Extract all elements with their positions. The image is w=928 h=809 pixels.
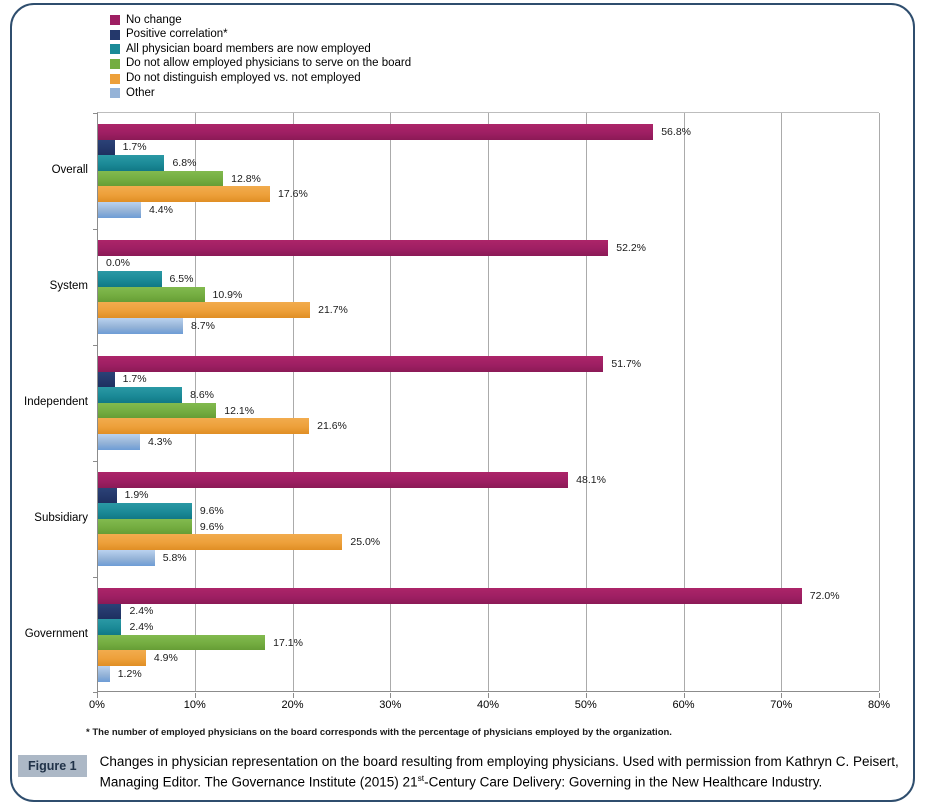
y-axis-tick — [93, 229, 98, 230]
bar — [98, 372, 115, 388]
x-axis-tick — [390, 693, 391, 698]
x-axis-label: 0% — [89, 699, 105, 711]
x-axis-tick — [293, 693, 294, 698]
legend-swatch-icon — [110, 59, 120, 69]
bar — [98, 240, 608, 256]
gridline — [586, 113, 587, 691]
bar — [98, 604, 121, 620]
bar — [98, 619, 121, 635]
category-label: Subsidiary — [34, 512, 88, 524]
bar-value-label: 1.7% — [122, 373, 147, 386]
bar-value-label: 10.9% — [212, 288, 243, 301]
legend-label: Do not distinguish employed vs. not employed — [126, 71, 361, 84]
bar — [98, 318, 183, 334]
legend-item — [110, 28, 411, 43]
bar-value-label: 17.6% — [278, 187, 308, 200]
legend-swatch-icon — [110, 44, 120, 54]
chart-legend — [110, 13, 411, 101]
bar — [98, 271, 162, 287]
x-axis-tick — [879, 693, 880, 698]
bar-value-label: 1.2% — [117, 667, 142, 680]
y-axis-tick — [93, 577, 98, 578]
footnote: * The number of employed physicians on the board corresponds with the percentage of physicians employed by the organization. — [86, 727, 672, 738]
legend-swatch-icon — [110, 15, 120, 25]
bar — [98, 287, 205, 303]
gridline — [488, 113, 489, 691]
legend-swatch-icon — [110, 30, 120, 40]
figure-caption — [18, 752, 910, 792]
legend-item — [110, 86, 411, 101]
gridline — [684, 113, 685, 691]
bar-value-label: 6.5% — [169, 272, 194, 285]
x-axis-tick — [586, 693, 587, 698]
bar-value-label: 6.8% — [172, 156, 197, 169]
legend-item — [110, 42, 411, 57]
bar-value-label: 2.4% — [129, 620, 154, 633]
y-axis-tick — [93, 461, 98, 462]
bar-value-label: 56.8% — [661, 125, 691, 138]
plot-area — [97, 112, 879, 692]
category-label: Independent — [24, 396, 88, 408]
x-axis-tick — [781, 693, 782, 698]
legend-label: All physician board members are now employed — [126, 42, 371, 55]
bar-value-label: 4.9% — [153, 651, 178, 664]
x-axis-tick — [97, 693, 98, 698]
bar — [98, 434, 140, 450]
bar-value-label: 51.7% — [611, 357, 642, 370]
x-axis-label: 80% — [867, 699, 891, 711]
bar — [98, 666, 110, 682]
legend-label: Positive correlation* — [126, 28, 228, 41]
legend-label: Do not allow employed physicians to serve on the board — [126, 57, 412, 70]
x-axis-label: 70% — [770, 699, 793, 711]
caption-text — [100, 752, 900, 792]
caption-superscript: st — [417, 772, 425, 783]
bar-value-label: 4.4% — [149, 203, 173, 216]
bar-value-label: 4.3% — [148, 435, 172, 448]
bar — [98, 202, 141, 218]
bar-value-label: 9.6% — [199, 504, 224, 517]
bar-value-label: 48.1% — [576, 473, 606, 486]
bar-value-label: 25.0% — [350, 535, 381, 548]
x-axis-tick — [488, 693, 489, 698]
x-axis-tick — [684, 693, 685, 698]
bar — [98, 356, 603, 372]
bar — [98, 387, 182, 403]
y-axis-tick — [93, 113, 98, 114]
bar — [98, 140, 115, 156]
bar — [98, 186, 270, 202]
x-axis-tick — [195, 693, 196, 698]
x-axis-label: 30% — [379, 699, 402, 711]
gridline — [781, 113, 782, 691]
bar-value-label: 2.4% — [129, 605, 154, 618]
bar-value-label: 17.1% — [273, 636, 303, 649]
bar-value-label: 0.0% — [106, 257, 130, 270]
bar — [98, 124, 653, 140]
legend-item — [110, 57, 411, 72]
category-label: Overall — [51, 164, 88, 176]
bar-value-label: 1.7% — [122, 141, 147, 154]
category-label: Government — [24, 628, 88, 640]
bar — [98, 418, 309, 434]
x-axis-label: 60% — [672, 699, 695, 711]
legend-label: Other — [126, 86, 155, 99]
bar — [98, 635, 265, 651]
caption-text-part1: Changes in physician representation on the board resulting from employing physicians. Used with permission from Kathryn C. Peisert, Managing Editor. The Governance Institute (2015) 21 — [99, 754, 899, 790]
bar-value-label: 12.8% — [231, 172, 261, 185]
figure-label-badge: Figure 1 — [18, 755, 87, 777]
bar — [98, 403, 216, 419]
bar — [98, 534, 342, 550]
legend-item — [110, 13, 411, 28]
legend-label: No change — [126, 13, 182, 26]
bar — [98, 588, 802, 604]
bar — [98, 472, 568, 488]
bar-value-label: 52.2% — [616, 241, 647, 254]
bar — [98, 650, 146, 666]
bar-value-label: 72.0% — [809, 589, 840, 602]
bar-value-label: 8.6% — [190, 388, 214, 401]
bar — [98, 488, 117, 504]
bar-value-label: 8.7% — [191, 319, 215, 332]
caption-text-part2: -Century Care Delivery: Governing in the New Healthcare Industry. — [424, 774, 823, 790]
legend-swatch-icon — [110, 88, 120, 98]
gridline — [390, 113, 391, 691]
gridline — [879, 113, 880, 691]
bar — [98, 302, 310, 318]
bar — [98, 550, 155, 566]
bar-value-label: 1.9% — [124, 489, 149, 502]
x-axis-label: 50% — [574, 699, 597, 711]
bar-value-label: 9.6% — [199, 520, 224, 533]
bar-value-label: 21.7% — [318, 303, 348, 316]
legend-item — [110, 71, 411, 86]
x-axis-label: 40% — [476, 699, 500, 711]
x-axis-label: 10% — [183, 699, 206, 711]
legend-swatch-icon — [110, 74, 120, 84]
bar — [98, 519, 192, 535]
bar — [98, 503, 192, 519]
bar-value-label: 21.6% — [317, 419, 347, 432]
bar — [98, 171, 223, 187]
y-axis-tick — [93, 345, 98, 346]
x-axis-label: 20% — [281, 699, 304, 711]
bar — [98, 155, 164, 171]
bar-value-label: 12.1% — [224, 404, 255, 417]
category-label: System — [49, 280, 88, 292]
bar-value-label: 5.8% — [162, 551, 187, 564]
